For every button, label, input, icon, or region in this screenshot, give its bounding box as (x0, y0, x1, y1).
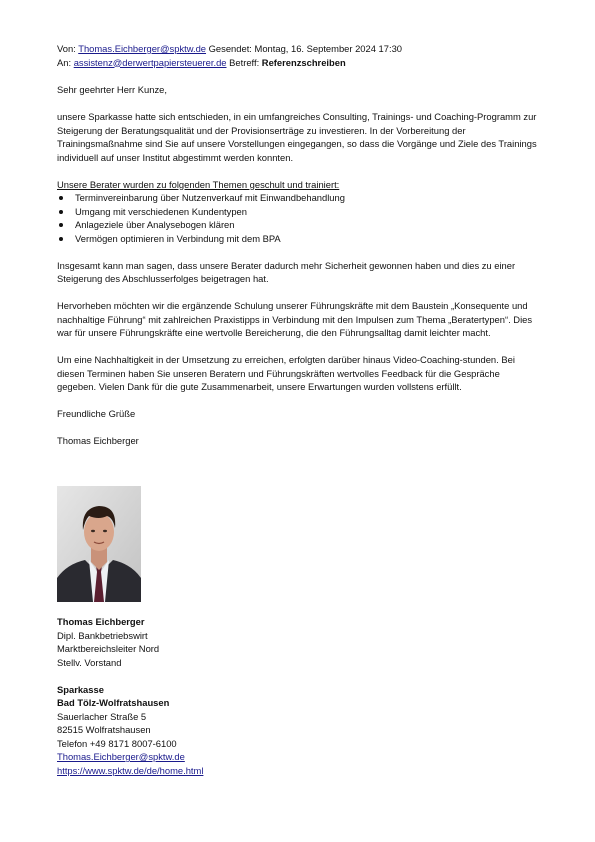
signature-name: Thomas Eichberger (57, 616, 145, 627)
signature-city: 82515 Wolfratshausen (57, 724, 151, 735)
topics-heading: Unsere Berater wurden zu folgenden Themen geschult und trainiert: (57, 178, 340, 190)
topic-item: Anlageziele über Analysebogen klären (57, 218, 539, 232)
subject-label: Betreff: (229, 56, 260, 68)
closing: Freundliche Grüße (57, 408, 136, 419)
signature-phone: Telefon +49 8171 8007-6100 (57, 737, 177, 749)
from-line (57, 42, 539, 56)
paragraph-summary: Insgesamt kann man sagen, dass unsere Berater dadurch mehr Sicherheit gewonnen haben und dies zu einer Steigerung des Abschlusserfolges beigetragen hat. (57, 259, 516, 284)
signature-position: Stellv. Vorstand (57, 656, 122, 668)
subject: Referenzschreiben (261, 56, 346, 68)
letter-body (57, 42, 539, 448)
to-line (57, 56, 539, 70)
signer-name: Thomas Eichberger (57, 435, 139, 446)
paragraph-leadership: Hervorheben möchten wir die ergänzende Schulung unserer Führungskräfte mit dem Baustein „Konsequente und nachhaltige Führung“ mit zahlreichen Praxistipps in Verbindung mit den Impulsen zum Thema „Beratertypen“. Dies war für unsere Führungskräfte eine wertvolle Bereicherung, die den Führungsalltag damit leichter macht. (57, 300, 533, 338)
signature-street: Sauerlacher Straße 5 (57, 710, 147, 722)
signature-org-line1: Sparkasse (57, 683, 104, 695)
signature-degree: Dipl. Bankbetriebswirt (57, 629, 148, 641)
mail-header (57, 42, 539, 69)
paragraph-coaching: Um eine Nachhaltigkeit in der Umsetzung zu erreichen, erfolgten darüber hinaus Video-Coaching-stunden. Bei diesen Terminen haben Sie unseren Beratern und Führungskräften wertvolles Feedback für die Gespräche gegeben. Vielen Dank für die gute Zusammenarbeit, unsere Erwartungen wurden vollstens erfüllt. (57, 354, 515, 392)
salutation: Sehr geehrter Herr Kunze, (57, 84, 167, 95)
to-label: An: (57, 56, 72, 68)
topic-item: Umgang mit verschiedenen Kundentypen (57, 205, 539, 219)
topics-list (57, 191, 539, 245)
signature-website-link[interactable]: https://www.spktw.de/de/home.html (57, 764, 204, 776)
portrait-photo (57, 486, 141, 602)
signature-org-line2: Bad Tölz-Wolfratshausen (57, 697, 170, 708)
from-email-link[interactable]: Thomas.Eichberger@spktw.de (78, 43, 207, 54)
portrait-image (57, 486, 141, 602)
email-signature (57, 615, 357, 777)
topic-item: Vermögen optimieren in Verbindung mit dem BPA (57, 232, 539, 246)
from-label: Von: (57, 43, 76, 54)
to-email-link[interactable]: assistenz@derwertpapiersteuerer.de (73, 56, 227, 68)
sent-label: Gesendet: (208, 43, 252, 54)
paragraph-intro: unsere Sparkasse hatte sich entschieden, in ein umfangreiches Consulting, Trainings- und Coaching-Programm zur Steigerung der Beratungsqualität und der Provisionserträge zu investieren. In der Vorbereitung der Trainingsmaßnahme sind Sie auf unsere Vorstellungen eingegangen, so dass die Vorgänge und Ziele des Trainings individuell auf unser Institut abgestimmt werden konnten. (57, 111, 537, 163)
topic-item: Terminvereinbarung über Nutzenverkauf mit Einwandbehandlung (57, 191, 539, 205)
signature-email-link[interactable]: Thomas.Eichberger@spktw.de (57, 751, 185, 762)
sent-date: Montag, 16. September 2024 17:30 (254, 43, 403, 54)
signature-role: Marktbereichsleiter Nord (57, 643, 160, 654)
